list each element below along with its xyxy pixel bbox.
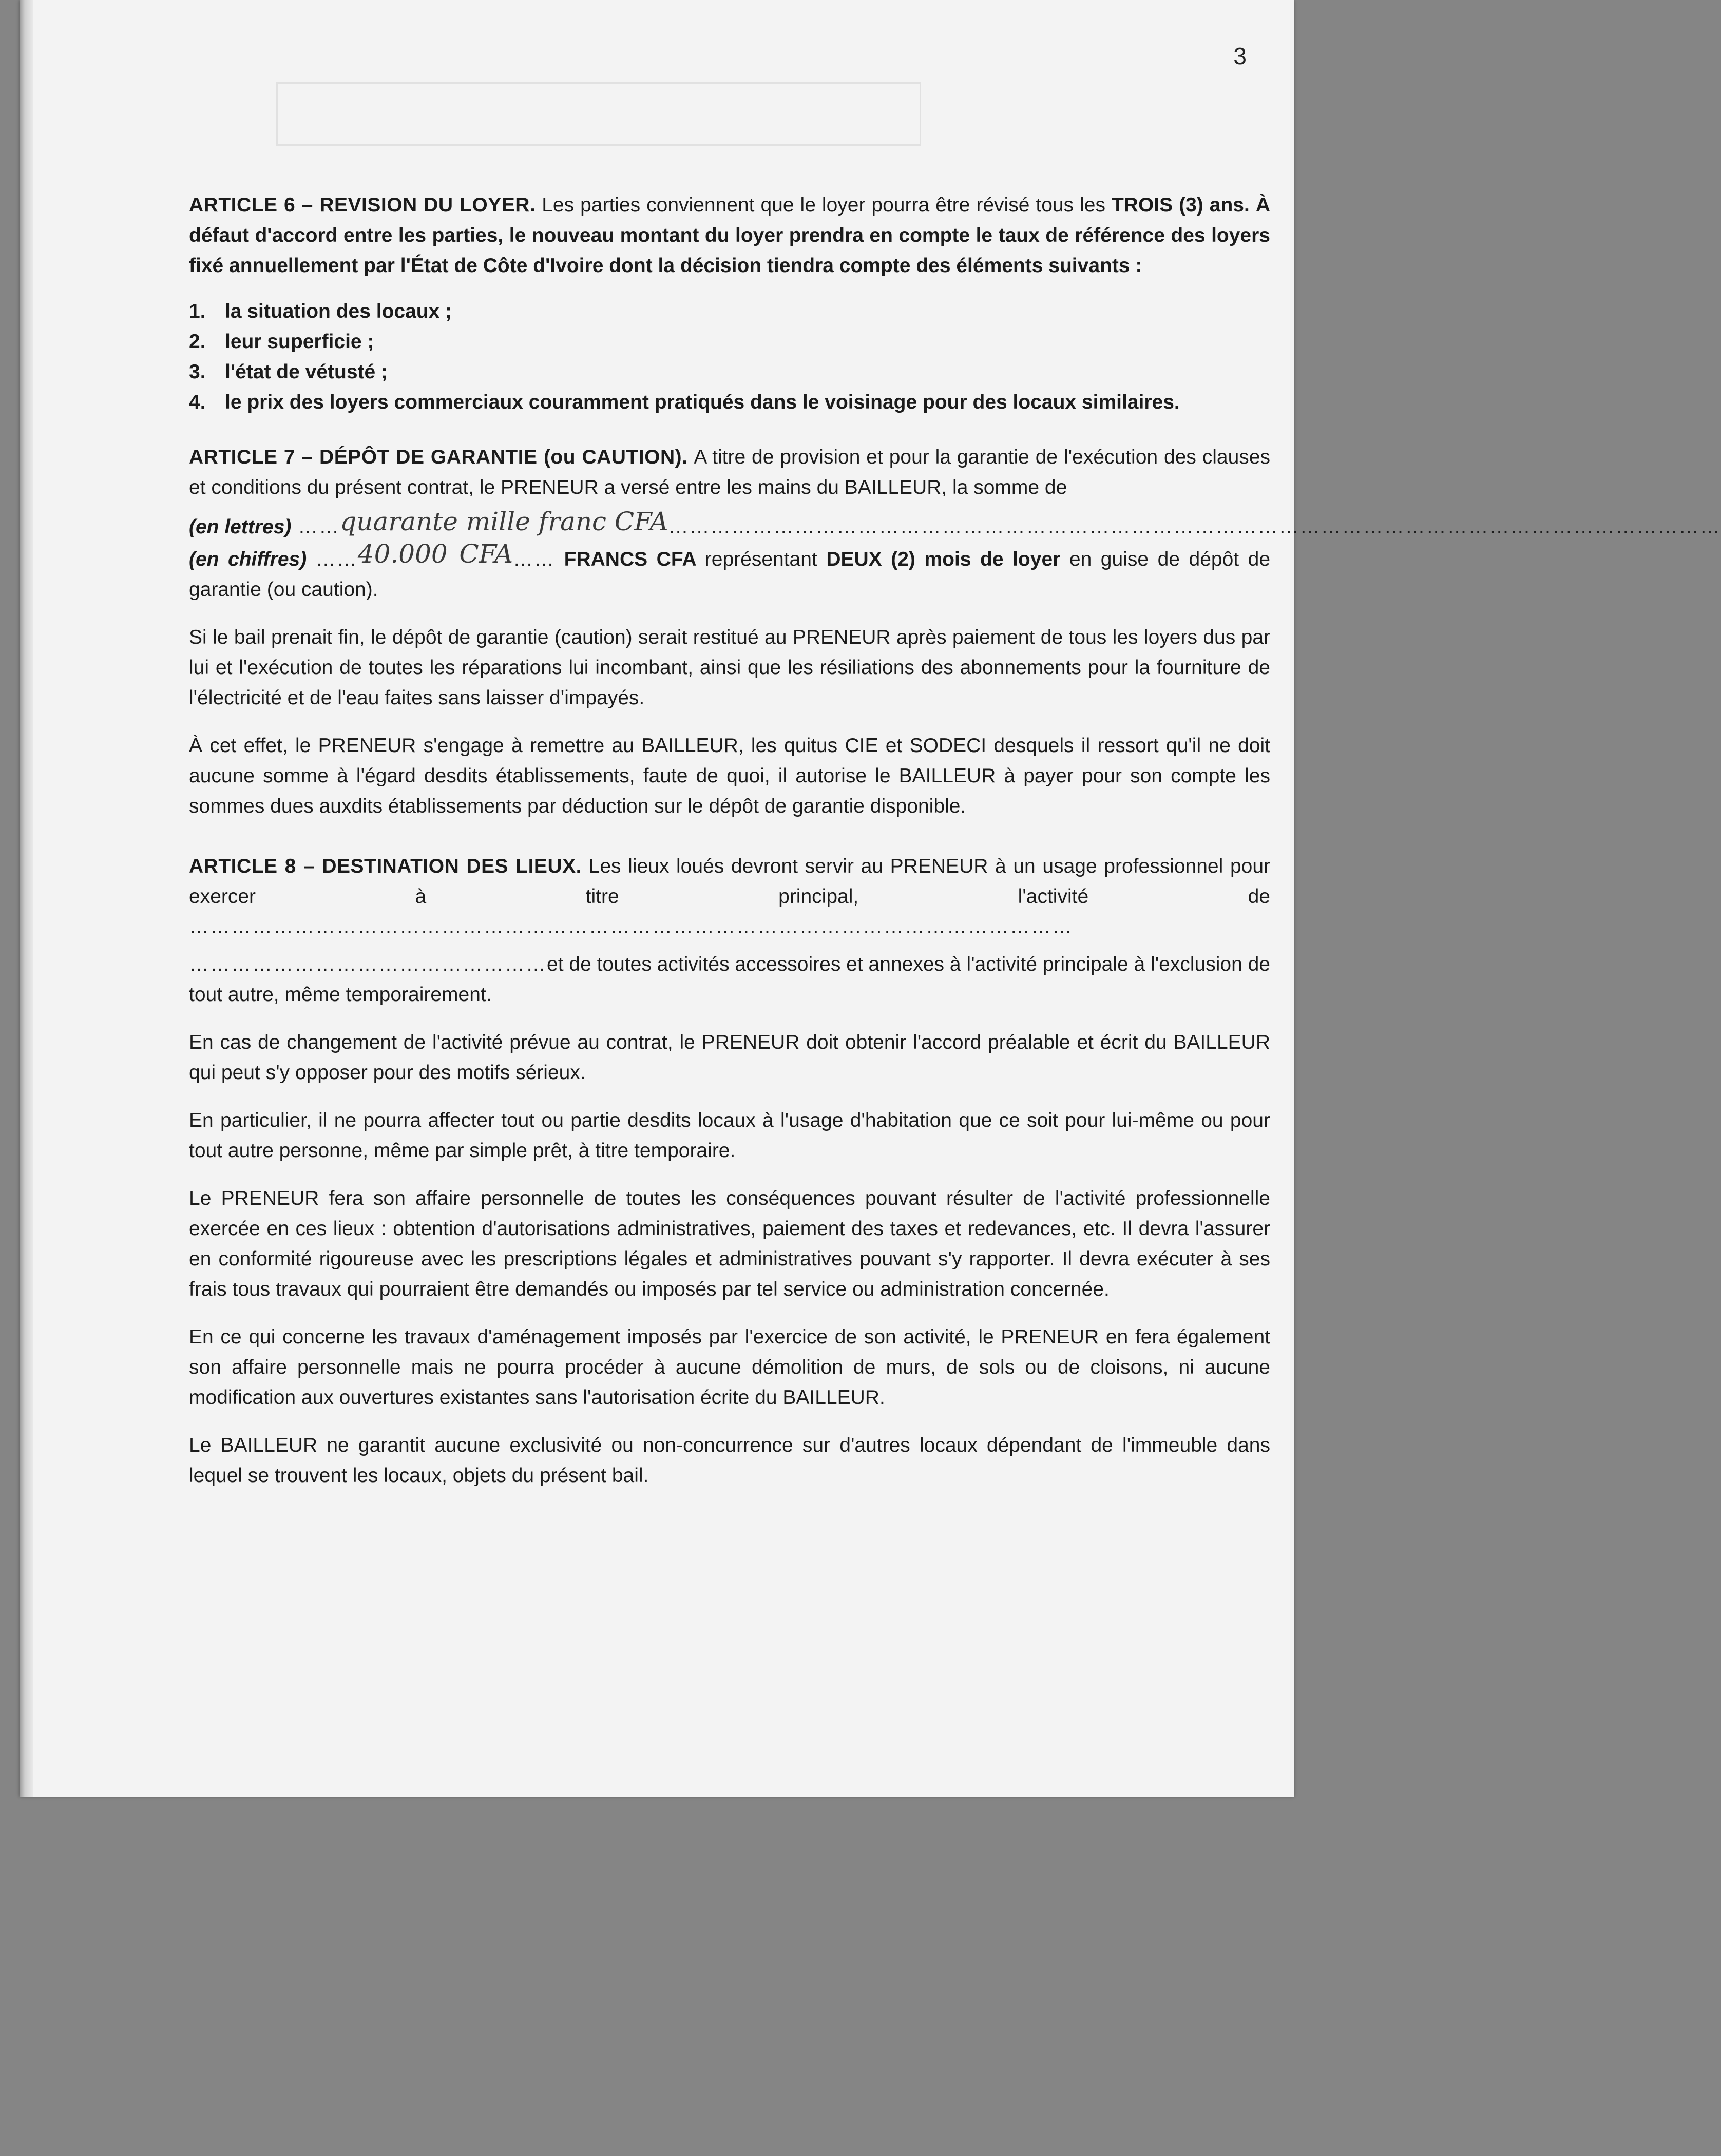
list-item: 1. la situation des locaux ; bbox=[189, 300, 452, 322]
chiffres-label: (en chiffres) bbox=[189, 548, 307, 570]
document-body bbox=[189, 190, 1721, 1508]
article-7-paragraph-3: À cet effet, le PRENEUR s'engage à remettre au BAILLEUR, les quitus CIE et SODECI desquels il ressort qu'il ne doit aucune somme à l'égard desdits établissements, faute de quoi, il autorise le BAILLEUR à payer pour son compte les sommes dues auxdits établissements par déduction sur le dépôt de garantie disponible. bbox=[189, 735, 1270, 817]
article-8-paragraph-2: En cas de changement de l'activité prévue au contrat, le PRENEUR doit obtenir l'accord préalable et écrit du BAILLEUR qui peut s'y opposer pour des motifs sérieux. bbox=[189, 1031, 1270, 1084]
amount-in-figures-line: (en chiffres) ……40.000 CFA…… FRANCS CFA représentant DEUX (2) mois de loyer en guise de dépôt de garantie (ou caution). bbox=[189, 539, 1271, 601]
list-item: 3. l'état de vétusté ; bbox=[189, 361, 388, 383]
article-6-emphasis: TROIS (3) ans. bbox=[1111, 194, 1250, 216]
article-8-heading: ARTICLE 8 – DESTINATION DES LIEUX. bbox=[189, 855, 582, 877]
article-6 bbox=[189, 190, 1270, 417]
page-edge-shadow bbox=[20, 0, 33, 1797]
article-6-text-a: Les parties conviennent que le loyer pourra être révisé tous les bbox=[542, 194, 1105, 216]
article-8-paragraph-3: En particulier, il ne pourra affecter tout ou partie desdits locaux à l'usage d'habitation que ce soit pour lui-même ou pour tout autre personne, même par simple prêt, à titre temporaire. bbox=[189, 1109, 1270, 1162]
article-8-paragraph-5: En ce qui concerne les travaux d'aménagement imposés par l'exercice de son activité, le PRENEUR en fera également son affaire personnelle mais ne pourra procéder à aucune démolition de murs, de sols ou de cloisons, ni aucune modification aux ouvertures existantes sans l'autorisation écrite du BAILLEUR. bbox=[189, 1326, 1270, 1409]
article-8-paragraph-6: Le BAILLEUR ne garantit aucune exclusivité ou non-concurrence sur d'autres locaux dépendant de l'immeuble dans lequel se trouvent les locaux, objets du présent bail. bbox=[189, 1434, 1270, 1487]
article-7-paragraph-2: Si le bail prenait fin, le dépôt de garantie (caution) serait restitué au PRENEUR après paiement de tous les loyers dus par lui et l'exécution de toutes les réparations lui incombant, ainsi que les résiliations des abonnements pour la fourniture de l'électricité et de l'eau faites sans laisser d'impayés. bbox=[189, 626, 1270, 709]
page-number: 3 bbox=[1233, 43, 1247, 69]
article-7-text-b: en guise de dépôt de garantie (ou caution). bbox=[189, 548, 1271, 601]
article-8-text-b: et de toutes activités accessoires et annexes à l'activité principale à l'exclusion de tout autre, même temporairement. bbox=[189, 953, 1270, 1006]
list-item: 2. leur superficie ; bbox=[189, 331, 374, 353]
article-6-paragraph bbox=[189, 190, 1270, 281]
amount-in-letters-line: (en lettres) …… quarante mille franc CFA …………………………………………………………………………………………………………………………………… bbox=[189, 510, 1270, 542]
scanned-page bbox=[20, 0, 1721, 1797]
article-6-heading: ARTICLE 6 – REVISION DU LOYER. bbox=[189, 194, 536, 216]
bleed-through-box bbox=[276, 82, 921, 146]
article-6-text-b: À défaut d'accord entre les parties, le nouveau montant du loyer prendra en compte le taux de référence des loyers fixé annuellement par l'État de Côte d'Ivoire dont la décision tiendra compte des éléments suivants : bbox=[189, 194, 1270, 277]
handwritten-amount-letters: quarante mille franc CFA bbox=[340, 507, 668, 536]
list-item: 4. le prix des loyers commerciaux couramment pratiqués dans le voisinage pour des locaux similaires. bbox=[189, 391, 1180, 413]
article-7-paragraph bbox=[189, 442, 1270, 503]
article-6-list bbox=[189, 296, 1270, 417]
article-8 bbox=[189, 851, 1270, 1491]
article-8-paragraph: ARTICLE 8 – DESTINATION DES LIEUX. Les lieux loués devront servir au PRENEUR à un usage professionnel pour exercer à titre principal, l'activité de ……………………………………………………………………………………………………………… bbox=[189, 855, 1271, 938]
article-7 bbox=[189, 442, 1721, 821]
article-8-text-a: Les lieux loués devront servir au PRENEUR à un usage professionnel pour exercer à titre principal, l'activité de bbox=[189, 855, 1271, 908]
deux-mois-loyer: DEUX (2) mois de loyer bbox=[826, 548, 1061, 570]
handwritten-amount-figures: 40.000 CFA bbox=[357, 539, 513, 569]
francs-cfa: FRANCS CFA bbox=[564, 548, 696, 570]
article-8-paragraph-continued: ……………………………………………et de toutes activités accessoires et annexes à l'activité principale à l'exclusion de tout autre, même temporairement. bbox=[189, 953, 1270, 1006]
article-7-heading: ARTICLE 7 – DÉPÔT DE GARANTIE (ou CAUTION). bbox=[189, 446, 688, 468]
representant-text: représentant bbox=[704, 548, 817, 570]
article-8-paragraph-4: Le PRENEUR fera son affaire personnelle de toutes les conséquences pouvant résulter de l'activité professionnelle exercée en ces lieux : obtention d'autorisations administratives, paiement des taxes et redevances, etc. Il devra l'assurer en conformité rigoureuse avec les prescriptions légales et administratives pouvant s'y rapporter. Il devra exécuter à ses frais tous travaux qui pourraient être demandés ou imposés par tel service ou administration concernée. bbox=[189, 1187, 1270, 1300]
article-7-text-a: A titre de provision et pour la garantie de l'exécution des clauses et conditions du présent contrat, le PRENEUR a versé entre les mains du BAILLEUR, la somme de bbox=[189, 446, 1270, 498]
lettres-label: (en lettres) bbox=[189, 516, 292, 538]
